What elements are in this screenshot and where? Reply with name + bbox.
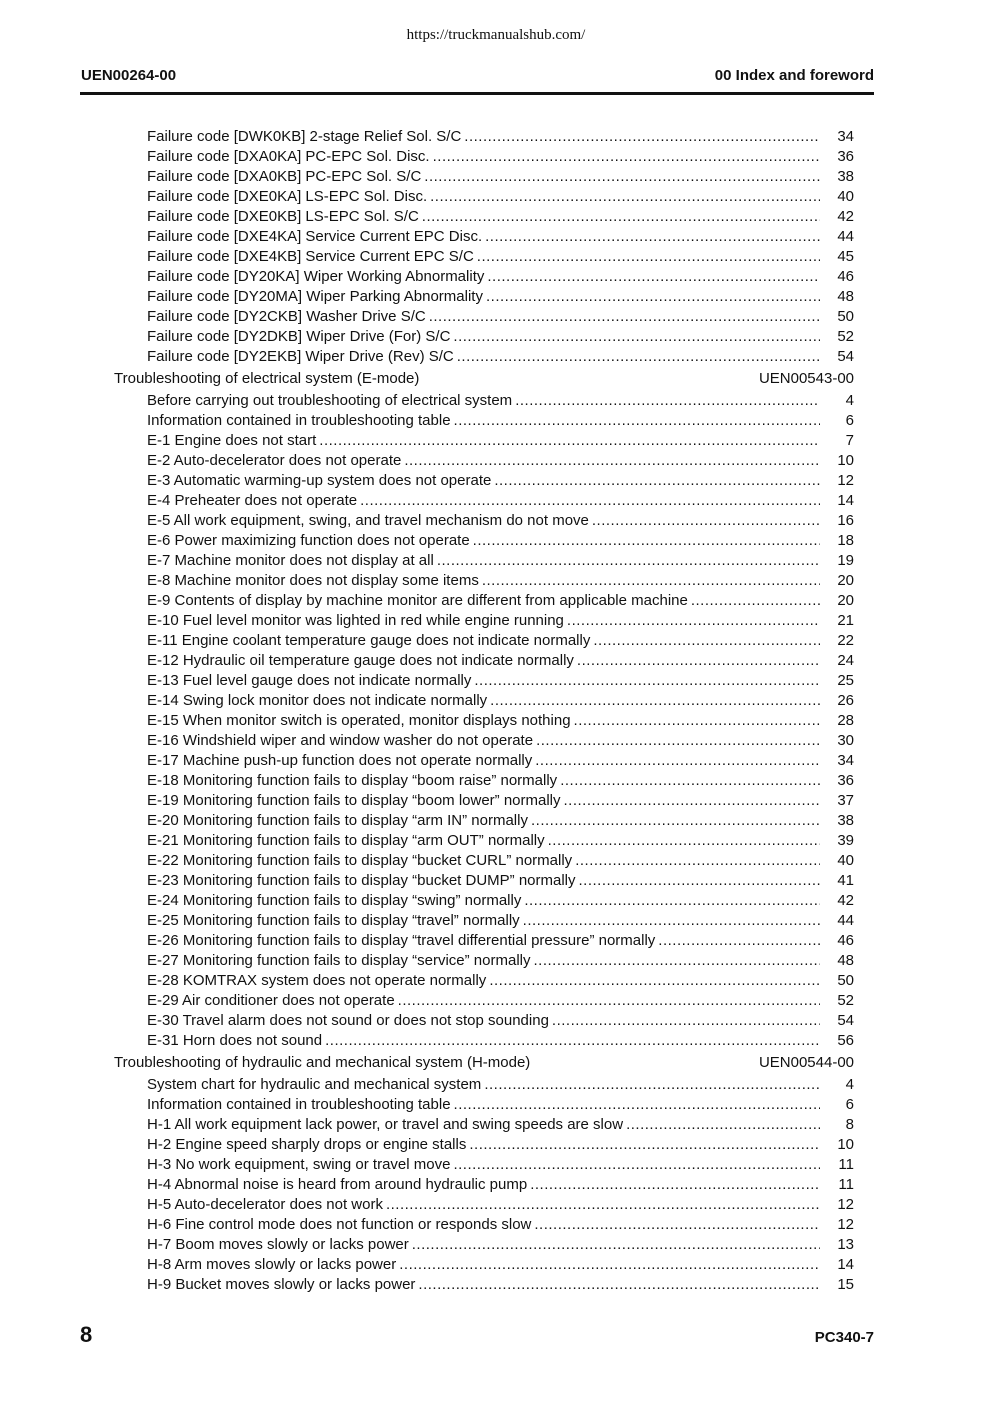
toc-entry[interactable] (0, 931, 992, 951)
dot-leader (424, 167, 820, 187)
entry-title: E-5 All work equipment, swing, and travel mechanism do not move (147, 512, 589, 529)
entry-page-number: 56 (837, 1032, 854, 1049)
entry-title: E-11 Engine coolant temperature gauge does not indicate normally (147, 632, 591, 649)
entry-page-number: 15 (837, 1276, 854, 1293)
entry-title: H-6 Fine control mode does not function or responds slow (147, 1216, 532, 1233)
dot-leader (564, 791, 820, 811)
entry-title: E-15 When monitor switch is operated, monitor displays nothing (147, 712, 571, 729)
entry-page-number: 34 (837, 128, 854, 145)
entry-page-number: 20 (837, 572, 854, 589)
dot-leader (536, 731, 820, 751)
dot-leader (560, 771, 820, 791)
dot-leader (490, 691, 820, 711)
dot-leader (453, 1155, 820, 1175)
entry-page-number: 44 (837, 228, 854, 245)
toc-entry[interactable] (0, 951, 992, 971)
entry-title: Failure code [DXE4KA] Service Current EPC Disc. (147, 228, 483, 245)
entry-title: H-1 All work equipment lack power, or travel and swing speeds are slow (147, 1116, 624, 1133)
entry-title: Failure code [DXE0KA] LS-EPC Sol. Disc. (147, 188, 428, 205)
entry-page-number: 10 (837, 452, 854, 469)
dot-leader (404, 451, 820, 471)
toc-section-heading[interactable] (0, 1051, 992, 1075)
toc-entry[interactable] (0, 307, 992, 327)
entry-page-number: 46 (837, 932, 854, 949)
toc-entry[interactable] (0, 911, 992, 931)
entry-page-number: 48 (837, 952, 854, 969)
toc-entry[interactable] (0, 591, 992, 611)
entry-page-number: 44 (837, 912, 854, 929)
dot-leader (531, 811, 820, 831)
entry-title: Failure code [DXA0KB] PC-EPC Sol. S/C (147, 168, 422, 185)
dot-leader (430, 187, 820, 207)
dot-leader (454, 1095, 820, 1115)
toc-entry[interactable] (0, 347, 992, 367)
dot-leader (398, 991, 820, 1011)
dot-leader (535, 751, 820, 771)
entry-page-number: 40 (837, 188, 854, 205)
dot-leader (422, 207, 820, 227)
entry-title: Failure code [DY20MA] Wiper Parking Abnormality (147, 288, 483, 305)
dot-leader (575, 851, 820, 871)
entry-title: Failure code [DXA0KA] PC-EPC Sol. Disc. (147, 148, 430, 165)
section-document-code: UEN00544-00 (758, 1054, 854, 1071)
entry-page-number: 4 (845, 392, 854, 409)
entry-page-number: 52 (837, 992, 854, 1009)
entry-title: E-16 Windshield wiper and window washer do not operate (147, 732, 534, 749)
entry-page-number: 54 (837, 348, 854, 365)
dot-leader (325, 1031, 820, 1051)
entry-page-number: 36 (837, 148, 854, 165)
page-number: 8 (80, 1322, 93, 1347)
toc-entry[interactable] (0, 691, 992, 711)
entry-page-number: 4 (845, 1076, 854, 1093)
entry-title: E-19 Monitoring function fails to display “boom lower” normally (147, 792, 561, 809)
dot-leader (489, 971, 820, 991)
entry-page-number: 10 (837, 1136, 854, 1153)
dot-leader (464, 127, 820, 147)
toc-entry[interactable] (0, 531, 992, 551)
dot-leader (454, 411, 820, 431)
entry-title: E-3 Automatic warming-up system does not operate (147, 472, 492, 489)
dot-leader (524, 891, 820, 911)
entry-title: E-23 Monitoring function fails to display “bucket DUMP” normally (147, 872, 576, 889)
dot-leader (429, 307, 820, 327)
dot-leader (593, 631, 820, 651)
entry-title: H-5 Auto-decelerator does not work (147, 1196, 383, 1213)
toc-entry[interactable] (0, 167, 992, 187)
toc-entry[interactable] (0, 1235, 992, 1255)
entry-title: E-8 Machine monitor does not display some items (147, 572, 479, 589)
toc-entry[interactable] (0, 551, 992, 571)
toc-entry[interactable] (0, 227, 992, 247)
dot-leader (453, 327, 820, 347)
dot-leader (482, 571, 820, 591)
dot-leader (626, 1115, 820, 1135)
dot-leader (579, 871, 820, 891)
toc-entry[interactable] (0, 751, 992, 771)
entry-title: H-3 No work equipment, swing or travel move (147, 1156, 451, 1173)
source-url[interactable]: https://truckmanualshub.com/ (406, 27, 586, 43)
entry-page-number: 21 (837, 612, 854, 629)
toc-entry[interactable] (0, 791, 992, 811)
entry-title: E-1 Engine does not start (147, 432, 317, 449)
dot-leader (477, 247, 820, 267)
dot-leader (691, 591, 820, 611)
dot-leader (469, 1135, 820, 1155)
entry-title: H-4 Abnormal noise is heard from around hydraulic pump (147, 1176, 528, 1193)
entry-title: E-7 Machine monitor does not display at all (147, 552, 434, 569)
entry-title: H-7 Boom moves slowly or lacks power (147, 1236, 409, 1253)
dot-leader (433, 147, 820, 167)
entry-title: E-31 Horn does not sound (147, 1032, 323, 1049)
entry-page-number: 22 (837, 632, 854, 649)
toc-entry[interactable] (0, 631, 992, 651)
toc-entry[interactable] (0, 891, 992, 911)
entry-title: E-21 Monitoring function fails to display “arm OUT” normally (147, 832, 545, 849)
dot-leader (494, 471, 820, 491)
dot-leader (567, 611, 820, 631)
toc-entry[interactable] (0, 1255, 992, 1275)
toc-entry[interactable] (0, 571, 992, 591)
dot-leader (534, 1215, 820, 1235)
entry-page-number: 11 (838, 1156, 854, 1173)
header-rule (80, 92, 874, 95)
toc-entry[interactable] (0, 651, 992, 671)
dot-leader (486, 287, 820, 307)
entry-title: E-17 Machine push-up function does not operate normally (147, 752, 533, 769)
entry-title: System chart for hydraulic and mechanical system (147, 1076, 482, 1093)
dot-leader (473, 531, 820, 551)
entry-page-number: 37 (837, 792, 854, 809)
toc-entry[interactable] (0, 1075, 992, 1095)
dot-leader (418, 1275, 820, 1295)
entry-title: Failure code [DY2CKB] Washer Drive S/C (147, 308, 426, 325)
dot-leader (530, 1175, 820, 1195)
toc-entry[interactable] (0, 1275, 992, 1295)
toc-entry[interactable] (0, 451, 992, 471)
toc-entry[interactable] (0, 1115, 992, 1135)
toc-entry[interactable] (0, 1195, 992, 1215)
toc-entry[interactable] (0, 731, 992, 751)
entry-title: E-27 Monitoring function fails to display “service” normally (147, 952, 531, 969)
entry-page-number: 42 (837, 208, 854, 225)
entry-page-number: 54 (837, 1012, 854, 1029)
toc-entry[interactable] (0, 491, 992, 511)
entry-title: E-14 Swing lock monitor does not indicate normally (147, 692, 488, 709)
entry-page-number: 52 (837, 328, 854, 345)
entry-title: E-2 Auto-decelerator does not operate (147, 452, 402, 469)
entry-page-number: 24 (837, 652, 854, 669)
entry-title: E-12 Hydraulic oil temperature gauge does not indicate normally (147, 652, 574, 669)
entry-page-number: 36 (837, 772, 854, 789)
toc-entry[interactable] (0, 1011, 992, 1031)
entry-page-number: 25 (837, 672, 854, 689)
toc-entry[interactable] (0, 411, 992, 431)
toc-entry[interactable] (0, 1095, 992, 1115)
entry-page-number: 26 (837, 692, 854, 709)
dot-leader (592, 511, 820, 531)
entry-title: E-25 Monitoring function fails to display “travel” normally (147, 912, 520, 929)
entry-title: E-26 Monitoring function fails to display “travel differential pressure” normally (147, 932, 656, 949)
dot-leader (515, 391, 820, 411)
dot-leader (487, 267, 820, 287)
toc-entry[interactable] (0, 511, 992, 531)
entry-page-number: 18 (837, 532, 854, 549)
entry-page-number: 42 (837, 892, 854, 909)
dot-leader (485, 227, 820, 247)
toc-entry[interactable] (0, 831, 992, 851)
toc-entry[interactable] (0, 391, 992, 411)
entry-page-number: 50 (837, 308, 854, 325)
entry-title: H-2 Engine speed sharply drops or engine stalls (147, 1136, 467, 1153)
entry-title: Before carrying out troubleshooting of electrical system (147, 392, 513, 409)
entry-page-number: 16 (837, 512, 854, 529)
toc-entry[interactable] (0, 971, 992, 991)
entry-page-number: 38 (837, 168, 854, 185)
toc-entry[interactable] (0, 711, 992, 731)
entry-page-number: 8 (845, 1116, 854, 1133)
toc-entry[interactable] (0, 1155, 992, 1175)
entry-title: H-9 Bucket moves slowly or lacks power (147, 1276, 416, 1293)
entry-title: H-8 Arm moves slowly or lacks power (147, 1256, 397, 1273)
entry-title: Failure code [DXE4KB] Service Current EPC S/C (147, 248, 474, 265)
dot-leader (548, 831, 820, 851)
dot-leader (552, 1011, 820, 1031)
entry-page-number: 46 (837, 268, 854, 285)
dot-leader (457, 347, 820, 367)
document-code: UEN00264-00 (81, 67, 177, 84)
table-of-contents (0, 127, 992, 1295)
entry-page-number: 13 (837, 1236, 854, 1253)
entry-page-number: 34 (837, 752, 854, 769)
entry-title: Failure code [DY20KA] Wiper Working Abnormality (147, 268, 485, 285)
dot-leader (437, 551, 820, 571)
entry-page-number: 6 (845, 412, 854, 429)
dot-leader (534, 951, 821, 971)
toc-entry[interactable] (0, 611, 992, 631)
toc-entry[interactable] (0, 207, 992, 227)
entry-title: Information contained in troubleshooting table (147, 1096, 451, 1113)
dot-leader (523, 911, 820, 931)
entry-page-number: 14 (837, 1256, 854, 1273)
chapter-title: 00 Index and foreword (714, 67, 874, 84)
toc-entry[interactable] (0, 671, 992, 691)
entry-page-number: 50 (837, 972, 854, 989)
entry-page-number: 41 (837, 872, 854, 889)
toc-entry[interactable] (0, 1175, 992, 1195)
toc-entry[interactable] (0, 871, 992, 891)
dot-leader (484, 1075, 820, 1095)
entry-title: E-30 Travel alarm does not sound or does not stop sounding (147, 1012, 549, 1029)
entry-page-number: 11 (838, 1176, 854, 1193)
dot-leader (577, 651, 820, 671)
entry-title: E-29 Air conditioner does not operate (147, 992, 395, 1009)
section-title: Troubleshooting of hydraulic and mechanical system (H-mode) (114, 1054, 531, 1071)
dot-leader (319, 431, 820, 451)
dot-leader (399, 1255, 820, 1275)
entry-title: E-9 Contents of display by machine monitor are different from applicable machine (147, 592, 688, 609)
toc-entry[interactable] (0, 431, 992, 451)
section-document-code: UEN00543-00 (758, 370, 854, 387)
entry-title: Failure code [DY2EKB] Wiper Drive (Rev) S/C (147, 348, 454, 365)
toc-entry[interactable] (0, 471, 992, 491)
entry-title: E-24 Monitoring function fails to display “swing” normally (147, 892, 522, 909)
toc-entry[interactable] (0, 811, 992, 831)
entry-page-number: 19 (837, 552, 854, 569)
entry-page-number: 28 (837, 712, 854, 729)
toc-entry[interactable] (0, 771, 992, 791)
dot-leader (360, 491, 820, 511)
entry-title: E-13 Fuel level gauge does not indicate normally (147, 672, 472, 689)
entry-page-number: 7 (845, 432, 854, 449)
entry-title: E-4 Preheater does not operate (147, 492, 358, 509)
entry-title: E-22 Monitoring function fails to display “bucket CURL” normally (147, 852, 573, 869)
entry-title: Failure code [DWK0KB] 2-stage Relief Sol. S/C (147, 128, 462, 145)
section-title: Troubleshooting of electrical system (E-mode) (114, 370, 420, 387)
toc-entry[interactable] (0, 187, 992, 207)
toc-entry[interactable] (0, 267, 992, 287)
dot-leader (412, 1235, 820, 1255)
entry-title: E-10 Fuel level monitor was lighted in red while engine running (147, 612, 564, 629)
entry-page-number: 12 (837, 1216, 854, 1233)
toc-entry[interactable] (0, 1031, 992, 1051)
entry-page-number: 39 (837, 832, 854, 849)
dot-leader (386, 1195, 820, 1215)
entry-page-number: 6 (845, 1096, 854, 1113)
toc-entry[interactable] (0, 147, 992, 167)
entry-page-number: 48 (837, 288, 854, 305)
toc-section-heading[interactable] (0, 367, 992, 391)
entry-page-number: 45 (837, 248, 854, 265)
toc-entry[interactable] (0, 127, 992, 147)
toc-entry[interactable] (0, 991, 992, 1011)
entry-title: E-6 Power maximizing function does not operate (147, 532, 470, 549)
toc-entry[interactable] (0, 247, 992, 267)
entry-title: E-20 Monitoring function fails to display “arm IN” normally (147, 812, 528, 829)
dot-leader (474, 671, 820, 691)
machine-model: PC340-7 (814, 1329, 874, 1346)
entry-page-number: 40 (837, 852, 854, 869)
entry-title: Failure code [DXE0KB] LS-EPC Sol. S/C (147, 208, 419, 225)
entry-page-number: 20 (837, 592, 854, 609)
entry-page-number: 12 (837, 1196, 854, 1213)
entry-title: E-28 KOMTRAX system does not operate normally (147, 972, 487, 989)
dot-leader (574, 711, 820, 731)
entry-page-number: 14 (837, 492, 854, 509)
entry-page-number: 38 (837, 812, 854, 829)
entry-page-number: 30 (837, 732, 854, 749)
toc-entry[interactable] (0, 287, 992, 307)
toc-entry[interactable] (0, 1135, 992, 1155)
entry-title: Information contained in troubleshooting table (147, 412, 451, 429)
toc-entry[interactable] (0, 851, 992, 871)
toc-entry[interactable] (0, 327, 992, 347)
dot-leader (658, 931, 820, 951)
entry-title: E-18 Monitoring function fails to display “boom raise” normally (147, 772, 558, 789)
toc-entry[interactable] (0, 1215, 992, 1235)
entry-page-number: 12 (837, 472, 854, 489)
entry-title: Failure code [DY2DKB] Wiper Drive (For) S/C (147, 328, 451, 345)
